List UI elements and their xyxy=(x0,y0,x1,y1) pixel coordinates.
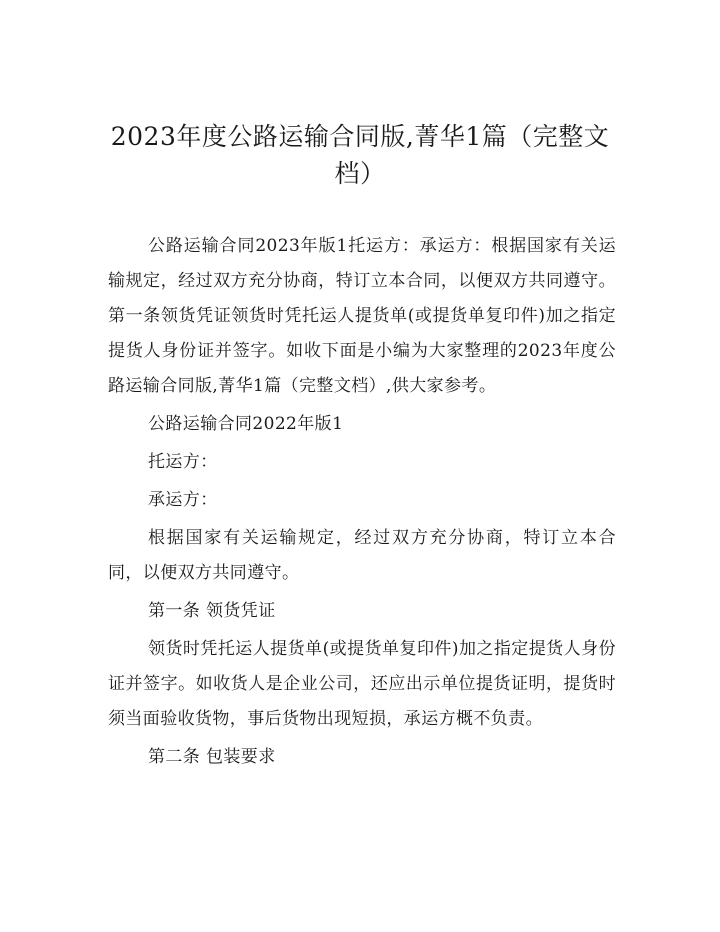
document-body xyxy=(108,229,616,775)
preamble-paragraph: 根据国家有关运输规定，经过双方充分协商，特订立本合同，以便双方共同遵守。 xyxy=(108,528,616,583)
shipper-line: 托运方： xyxy=(148,452,218,472)
article-2-heading: 第二条 包装要求 xyxy=(148,747,276,767)
contract-heading: 公路运输合同2022年版1 xyxy=(148,414,344,434)
document-title: 2023年度公路运输合同版,菁华1篇（完整文档） xyxy=(110,122,610,188)
intro-paragraph: 公路运输合同2023年版1托运方：承运方：根据国家有关运输规定，经过双方充分协商，特订立本合同，以便双方共同遵守。第一条领货凭证领货时凭托运人提货单(或提货单复印件)加之指定提货人身份证并签字。如收下面是小编为大家整理的2023年度公路运输合同版,菁华1篇（完整文档）,供大家参考。 xyxy=(108,236,616,396)
article-1-heading: 第一条 领货凭证 xyxy=(148,601,276,621)
article-1-paragraph: 领货时凭托运人提货单(或提货单复印件)加之指定提货人身份证并签字。如收货人是企业公司，还应出示单位提货证明，提货时须当面验收货物，事后货物出现短损，承运方概不负责。 xyxy=(108,639,616,729)
carrier-line: 承运方： xyxy=(148,490,218,510)
